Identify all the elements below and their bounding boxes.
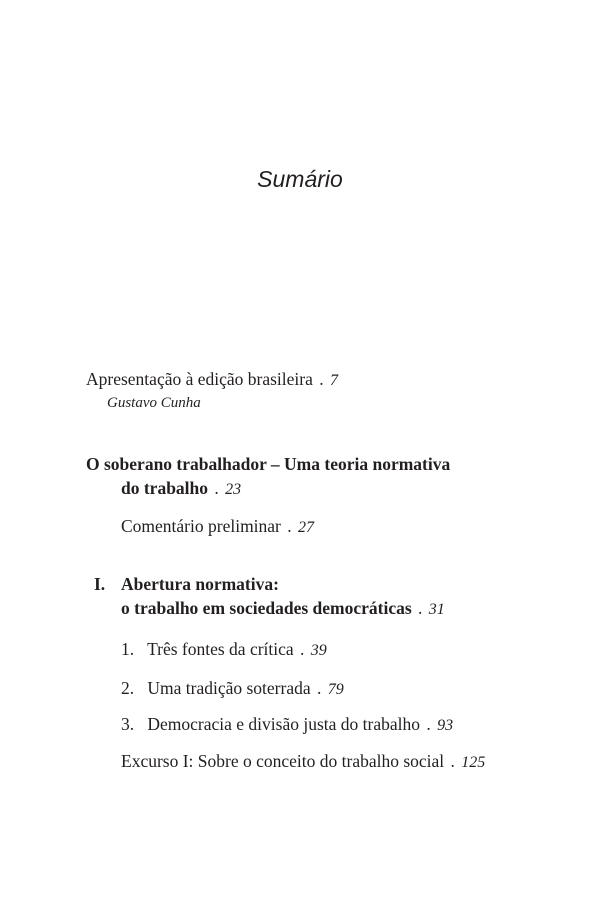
- page-number: 93: [437, 717, 454, 734]
- section-number: 1.: [121, 639, 135, 659]
- entry-text: Três fontes da crítica: [147, 639, 294, 659]
- toc-entry-section-2[interactable]: [121, 678, 344, 699]
- toc-entry-comentario[interactable]: [121, 516, 314, 537]
- separator: .: [214, 478, 219, 498]
- separator: .: [418, 598, 423, 618]
- toc-entry-soberano-line2[interactable]: [121, 478, 241, 499]
- entry-text: Comentário preliminar: [121, 516, 281, 536]
- page-title: Sumário: [257, 166, 343, 192]
- entry-text: Democracia e divisão justa do trabalho: [147, 714, 420, 734]
- separator: .: [450, 751, 455, 771]
- toc-entry-chapter1-line2[interactable]: [121, 598, 445, 619]
- entry-text: do trabalho: [121, 478, 209, 498]
- page-number: 79: [327, 681, 344, 698]
- toc-entry-section-1[interactable]: [121, 639, 327, 660]
- toc-entry-section-3[interactable]: [121, 714, 453, 735]
- separator: .: [426, 714, 431, 734]
- section-number: 3.: [121, 714, 135, 734]
- entry-text: Uma tradição soterrada: [147, 678, 311, 698]
- entry-text: Apresentação à edição brasileira: [86, 369, 313, 389]
- page-number: 31: [428, 601, 445, 618]
- page-number: 23: [225, 481, 242, 498]
- entry-author: Gustavo Cunha: [107, 395, 201, 411]
- separator: .: [300, 639, 305, 659]
- separator: .: [317, 678, 322, 698]
- chapter-number: I.: [94, 574, 106, 594]
- toc-entry-soberano-line1[interactable]: O soberano trabalhador – Uma teoria normativa: [86, 454, 451, 474]
- toc-entry-chapter1-line1[interactable]: Abertura normativa:: [121, 574, 279, 594]
- page-number: 7: [330, 372, 339, 389]
- page-number: 39: [310, 642, 327, 659]
- page-number: 125: [461, 754, 486, 771]
- separator: .: [319, 369, 324, 389]
- page-number: 27: [298, 519, 315, 536]
- separator: .: [287, 516, 292, 536]
- entry-text: Excurso I: Sobre o conceito do trabalho social: [121, 751, 445, 771]
- toc-entry-excurso[interactable]: [121, 751, 485, 772]
- toc-entry-apresentacao[interactable]: [86, 369, 338, 390]
- section-number: 2.: [121, 678, 135, 698]
- entry-text: o trabalho em sociedades democráticas: [121, 598, 412, 618]
